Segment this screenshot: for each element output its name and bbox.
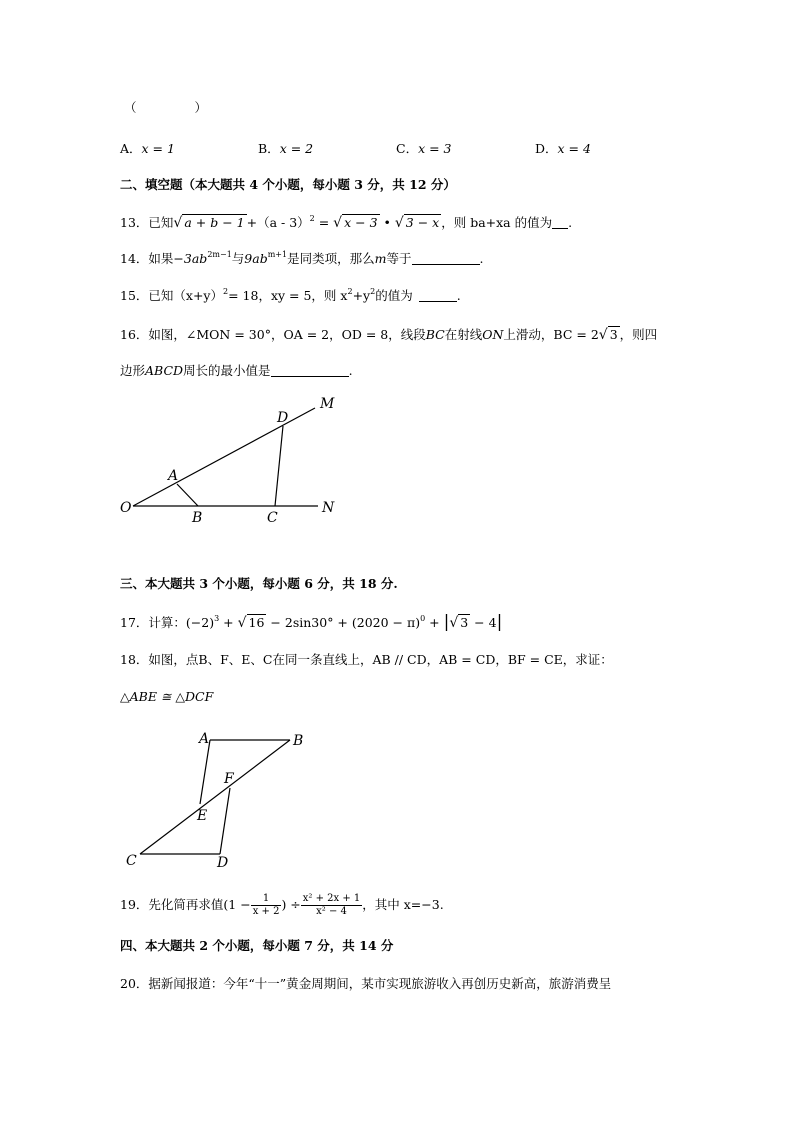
q14-number: 14． (120, 251, 149, 266)
q18-text-1: 如图，点B、F、E、C在同一条直线上，AB // CD，AB = CD，BF = CE，求证： (148, 652, 613, 667)
q13-radicand-3: 3 − x (405, 215, 440, 230)
label-a: A (199, 731, 210, 747)
segment-bc (140, 740, 290, 854)
sqrt-icon: √ (333, 215, 343, 231)
abs-bar-icon: | (443, 612, 450, 632)
q12-option-d (535, 139, 591, 157)
question-18-line-2 (120, 689, 213, 705)
question-14 (120, 251, 483, 267)
q17-zero: 0 (420, 614, 426, 623)
option-label: C． (396, 141, 419, 156)
q18-number: 18． (120, 652, 149, 667)
q12-paren-open: （ (124, 100, 137, 115)
q12-answer-bracket (124, 100, 207, 116)
q14-exponent-1: 2m−1 (207, 250, 232, 259)
q19-suffix: ，其中 x=−3. (362, 897, 444, 912)
q14-suffix: 等于 (386, 251, 412, 266)
question-20 (120, 976, 611, 992)
option-label: A． (120, 141, 142, 156)
label-m: M (320, 396, 335, 412)
section-3-heading: 三、本大题共 3 个小题，每小题 6 分，共 18 分. (120, 576, 398, 591)
q13-middle: +（a - 3） (246, 215, 310, 230)
sqrt-icon: √ (173, 215, 183, 231)
q16-root: 3 (609, 327, 618, 342)
option-value: x = 3 (418, 141, 452, 156)
abs-bar-icon: | (496, 612, 503, 632)
q16-text-1d: ，则四 (619, 327, 658, 342)
q12-option-c (396, 139, 452, 157)
option-value: x = 1 (141, 141, 175, 156)
label-b: B (192, 510, 203, 526)
q15-end: . (456, 288, 461, 303)
q13-prefix: 已知 (148, 215, 174, 230)
q15-text-3: +y (352, 288, 371, 303)
q12-option-b (258, 139, 313, 157)
label-a: A (168, 468, 179, 484)
q17-label: 计算： (148, 615, 186, 630)
label-n: N (322, 500, 335, 516)
q19-fraction-2-numerator: x² + 2x + 1 (302, 893, 361, 904)
q14-term-1: −3ab (173, 251, 208, 266)
q15-square-3: 2 (370, 287, 376, 296)
q16-text-2a: 边形 (120, 363, 146, 378)
q14-prefix: 如果 (148, 251, 174, 266)
q16-on: ON (482, 327, 504, 342)
q19-prefix: 先化简再求值(1 − (148, 897, 251, 912)
question-13 (120, 214, 572, 231)
q17-expr-2: + (219, 615, 238, 630)
q19-fraction-1-denominator: x + 2 (252, 906, 280, 917)
q17-expr-3: − 2sin30° + (2020 − π) (266, 615, 421, 630)
figure-parallelogram (120, 725, 320, 875)
q17-cube: 3 (214, 614, 220, 623)
q13-radicand-2: x − 3 (344, 215, 378, 230)
q16-abcd: ABCD (145, 363, 184, 378)
sqrt-icon: √ (394, 215, 404, 231)
q15-square-2: 2 (347, 287, 353, 296)
option-label: D． (535, 141, 558, 156)
segment-dc (275, 426, 283, 506)
sqrt-icon: √ (449, 615, 459, 631)
label-d: D (217, 855, 229, 871)
q19-fraction-2 (301, 893, 363, 918)
segment-df (220, 788, 230, 854)
q12-option-a (120, 139, 175, 157)
label-c: C (267, 510, 278, 526)
q17-radicand-1: 16 (248, 615, 265, 630)
q14-variable: m (374, 251, 387, 266)
label-e: E (197, 808, 208, 824)
q13-end: . (568, 215, 573, 230)
q19-fraction-2-denominator: x² − 4 (316, 906, 347, 917)
q18-text-2: △ABE ≅ △DCF (120, 689, 214, 704)
q17-expr-5: − 4 (470, 615, 497, 630)
q13-equals: = (314, 215, 334, 230)
q15-answer-blank[interactable] (419, 301, 457, 302)
q16-text-2b: 周长的最小值是 (183, 363, 271, 378)
sqrt-icon: √ (237, 615, 247, 631)
q12-paren-close: ） (194, 100, 208, 115)
q13-dot: • (379, 215, 395, 230)
label-d: D (277, 410, 289, 426)
q17-expr-1: (−2) (185, 615, 215, 630)
q14-exponent-2: m+1 (267, 250, 288, 259)
q16-text-1c: 上滑动，BC = 2 (503, 327, 599, 342)
q17-number: 17． (120, 615, 149, 630)
q13-number: 13． (120, 215, 149, 230)
q13-answer-blank[interactable] (552, 228, 568, 229)
q14-answer-blank[interactable] (412, 264, 480, 265)
question-18-line-1 (120, 652, 613, 668)
q19-fraction-1-numerator: 1 (251, 893, 282, 906)
q15-square-1: 2 (223, 287, 229, 296)
q20-number: 20． (120, 976, 149, 991)
q16-bc: BC (425, 327, 445, 342)
q13-square: 2 (309, 214, 315, 223)
q15-text-4: 的值为 (375, 288, 413, 303)
q14-end: . (479, 251, 484, 266)
q15-text-2: = 18，xy = 5，则 x (228, 288, 348, 303)
option-value: x = 2 (279, 141, 314, 156)
option-value: x = 4 (557, 141, 591, 156)
figure-angle-mon (110, 390, 350, 530)
q16-number: 16． (120, 327, 149, 342)
label-f: F (224, 771, 234, 787)
q17-expr-4: + (425, 615, 444, 630)
q16-text-1a: 如图，∠MON = 30°，OA = 2，OD = 8，线段 (148, 327, 426, 342)
sqrt-icon: √ (598, 327, 608, 343)
q13-radicand-1: a + b − 1 (184, 215, 245, 230)
question-16-line-1 (120, 326, 657, 343)
q15-text-1: 已知（x+y） (148, 288, 223, 303)
option-label: B． (258, 141, 280, 156)
q19-divide: ) ÷ (281, 897, 301, 912)
segment-ae (200, 740, 210, 804)
label-c: C (126, 853, 137, 869)
label-b: B (293, 733, 304, 749)
section-2-heading: 二、填空题（本大题共 4 个小题，每小题 3 分，共 12 分） (120, 177, 456, 192)
q17-radicand-2: 3 (460, 615, 469, 630)
label-o: O (120, 500, 132, 516)
q16-answer-blank[interactable] (271, 376, 349, 377)
q15-number: 15． (120, 288, 149, 303)
question-16-line-2 (120, 363, 353, 379)
question-15 (120, 288, 461, 304)
q16-text-1b: 在射线 (444, 327, 483, 342)
q14-middle: 是同类项，那么 (287, 251, 375, 266)
q19-fraction-1 (251, 893, 282, 918)
question-19 (120, 892, 444, 918)
question-17 (120, 614, 502, 631)
q16-end: . (348, 363, 353, 378)
q20-text: 据新闻报道：今年“十一”黄金周期间，某市实现旅游收入再创历史新高，旅游消费呈 (148, 976, 612, 991)
q19-number: 19． (120, 897, 149, 912)
q13-suffix: ，则 ba+xa 的值为 (441, 215, 553, 230)
segment-ab (177, 484, 198, 506)
q14-with: 与 (231, 251, 245, 266)
q14-term-2: 9ab (244, 251, 268, 266)
section-4-heading: 四、本大题共 2 个小题，每小题 7 分，共 14 分 (120, 938, 394, 953)
